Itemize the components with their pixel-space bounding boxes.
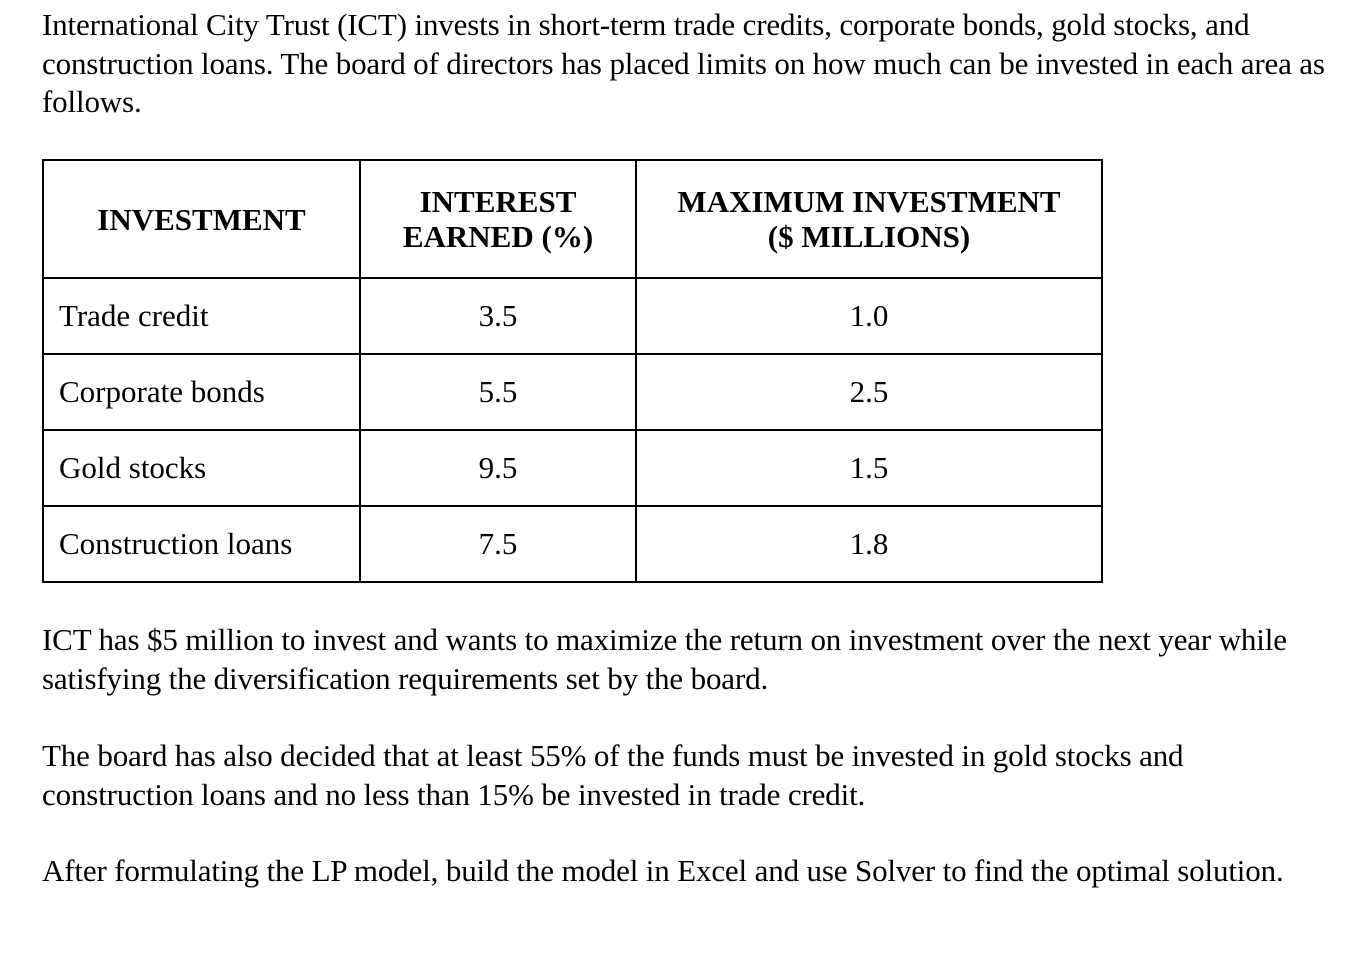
cell-investment-name: Corporate bonds: [43, 354, 360, 430]
intro-paragraph: International City Trust (ICT) invests in short-term trade credits, corporate bonds, gold stocks, and construction loans. The board of directors has placed limits on how much can be invested in each area as follows.: [42, 7, 1325, 119]
cell-interest: 5.5: [360, 354, 636, 430]
header-interest-line2: EARNED (%): [402, 219, 594, 254]
header-maximum-investment: [636, 160, 1102, 278]
instructions-paragraph: After formulating the LP model, build the model in Excel and use Solver to find the optimal solution.: [42, 853, 1284, 888]
cell-investment-name: Gold stocks: [43, 430, 360, 506]
header-investment-label: INVESTMENT: [97, 201, 306, 237]
table-header-row: [43, 160, 1102, 278]
cell-max-investment: 1.5: [636, 430, 1102, 506]
cell-max-investment: 1.8: [636, 506, 1102, 582]
header-max-line2: ($ MILLIONS): [767, 219, 971, 254]
table-row: [43, 430, 1102, 506]
header-interest-earned: [360, 160, 636, 278]
cell-investment-name: Construction loans: [43, 506, 360, 582]
table-row: [43, 278, 1102, 354]
cell-max-investment: 2.5: [636, 354, 1102, 430]
cell-max-investment: 1.0: [636, 278, 1102, 354]
board-requirements-paragraph: The board has also decided that at least 55% of the funds must be invested in gold stocks and construction loans and no less than 15% be invested in trade credit.: [42, 738, 1184, 812]
header-interest-line1: INTEREST: [419, 184, 577, 219]
cell-interest: 7.5: [360, 506, 636, 582]
cell-interest: 3.5: [360, 278, 636, 354]
investment-limits-table: [42, 159, 1103, 583]
table-row: [43, 506, 1102, 582]
budget-paragraph: ICT has $5 million to invest and wants to maximize the return on investment over the next year while satisfying the diversification requirements set by the board.: [42, 622, 1287, 696]
cell-interest: 9.5: [360, 430, 636, 506]
header-max-line1: MAXIMUM INVESTMENT: [677, 184, 1061, 219]
table-row: [43, 354, 1102, 430]
header-investment: [43, 160, 360, 278]
cell-investment-name: Trade credit: [43, 278, 360, 354]
